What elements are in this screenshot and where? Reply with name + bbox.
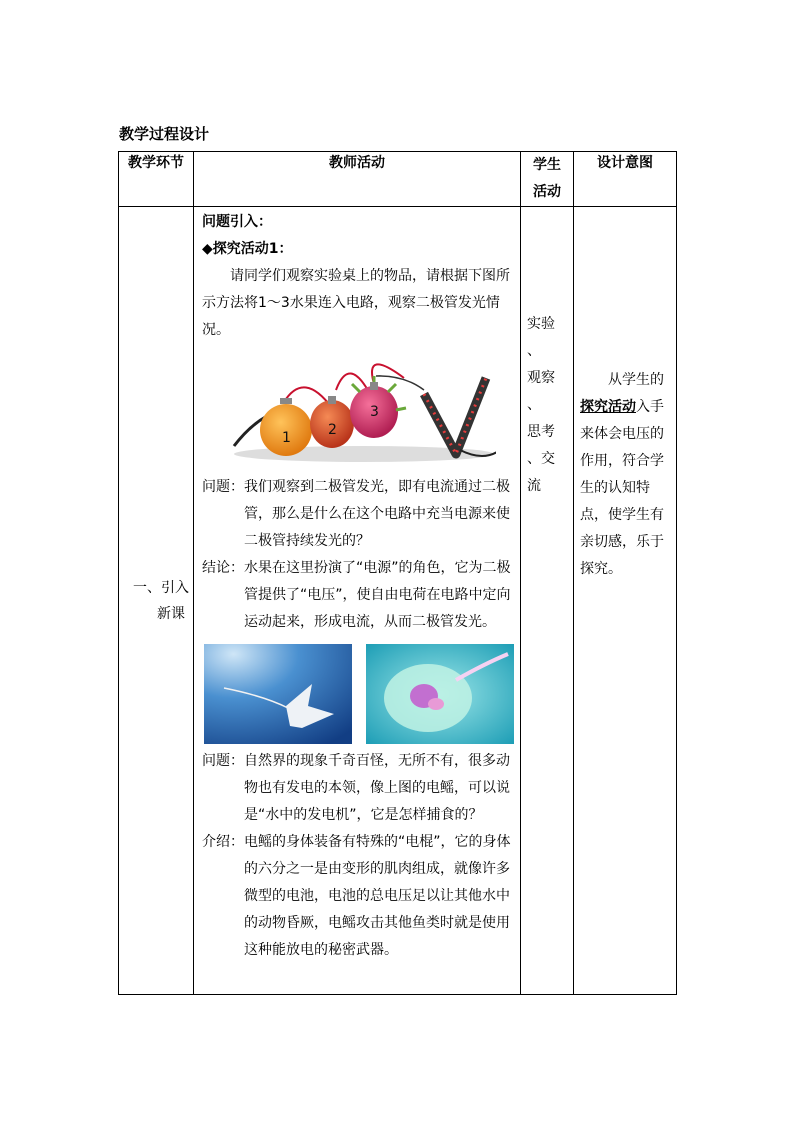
student-line: 、: [527, 343, 541, 359]
electrode-3: [370, 382, 378, 390]
table-row: [119, 207, 677, 995]
student-line: 流: [527, 478, 541, 494]
introduction-1-text: 电鳐的身体装备有特殊的“电棍”，它的身体的六分之一是由变形的肌肉组成，就像许多微型的电池，电池的总电压足以让其他水中的动物昏厥，电鳐攻击其他鱼类时就是使用这种能放电的秘密武器。: [244, 834, 511, 958]
electrode-2: [328, 396, 336, 404]
electrode-1: [280, 398, 292, 404]
wire-led: [376, 376, 424, 390]
header-student-line2: 活动: [533, 184, 561, 200]
electric-ray-figures: [204, 644, 514, 744]
intent-underlined: 探究活动: [580, 399, 636, 415]
introduction-1: [202, 829, 514, 964]
student-line: 、交: [527, 451, 555, 467]
student-line: 思考: [527, 424, 555, 440]
manta-ray-photo: [204, 644, 352, 744]
conclusion-1-text: 水果在这里扮演了“电源”的角色，它为二极管提供了“电压”，使自由电荷在电路中定向运动起来，形成电流，从而二极管发光。: [244, 560, 511, 630]
header-teacher: 教师活动: [194, 152, 521, 207]
intro-heading: 问题引入：: [202, 214, 272, 230]
section-title: 教学过程设计: [119, 125, 210, 143]
ray-organs-2: [428, 698, 444, 710]
activity-heading: ◆探究活动1：: [202, 241, 293, 257]
sea-background: [204, 644, 352, 744]
wire-red-3: [372, 364, 404, 384]
teacher-activity-cell: [194, 207, 521, 995]
lesson-table: [118, 151, 677, 995]
table-header-row: [119, 152, 677, 207]
intent-post: 入手来体会电压的作用，符合学生的认知特点，使学生有亲切感，乐于探究。: [580, 399, 664, 577]
stage-line2: 新课: [157, 605, 185, 622]
fruit-label-1: 1: [282, 430, 291, 446]
stage-line1: 一、引入: [133, 579, 189, 596]
student-activity-cell: [521, 207, 574, 995]
fruit-battery-figure: [224, 350, 496, 470]
student-line: 、: [527, 397, 541, 413]
question-2-label: 问题：: [202, 753, 244, 769]
question-1: [202, 474, 514, 555]
conclusion-1: [202, 555, 514, 636]
instruction-text: 请同学们观察实验桌上的物品，请根据下图所示方法将1～3水果连入电路，观察二极管发光情况。: [202, 268, 510, 338]
question-2-text: 自然界的现象千奇百怪，无所不有，很多动物也有发电的本领，像上图的电鳐，可以说是“水中的发电机”，它是怎样捕食的？: [244, 753, 510, 823]
question-2: [202, 748, 514, 829]
student-line: 实验: [527, 316, 555, 332]
header-student-line1: 学生: [533, 157, 561, 173]
intent-pre: 从学生的: [608, 372, 664, 388]
stage-cell: [119, 207, 194, 995]
question-1-label: 问题：: [202, 479, 244, 495]
led-strip: [424, 378, 486, 454]
conclusion-1-label: 结论：: [202, 560, 244, 576]
header-stage: 教学环节: [119, 152, 194, 207]
introduction-1-label: 介绍：: [202, 834, 244, 850]
fruit-label-3: 3: [370, 404, 379, 420]
fruit-label-2: 2: [328, 422, 337, 438]
header-student: [521, 152, 574, 207]
student-line: 观察: [527, 370, 555, 386]
electric-ray-photo: [366, 644, 514, 744]
question-1-text: 我们观察到二极管发光，即有电流通过二极管，那么是什么在这个电路中充当电源来使二极管持续发光的？: [244, 479, 510, 549]
design-intent-cell: [574, 207, 677, 995]
header-intent: 设计意图: [574, 152, 677, 207]
